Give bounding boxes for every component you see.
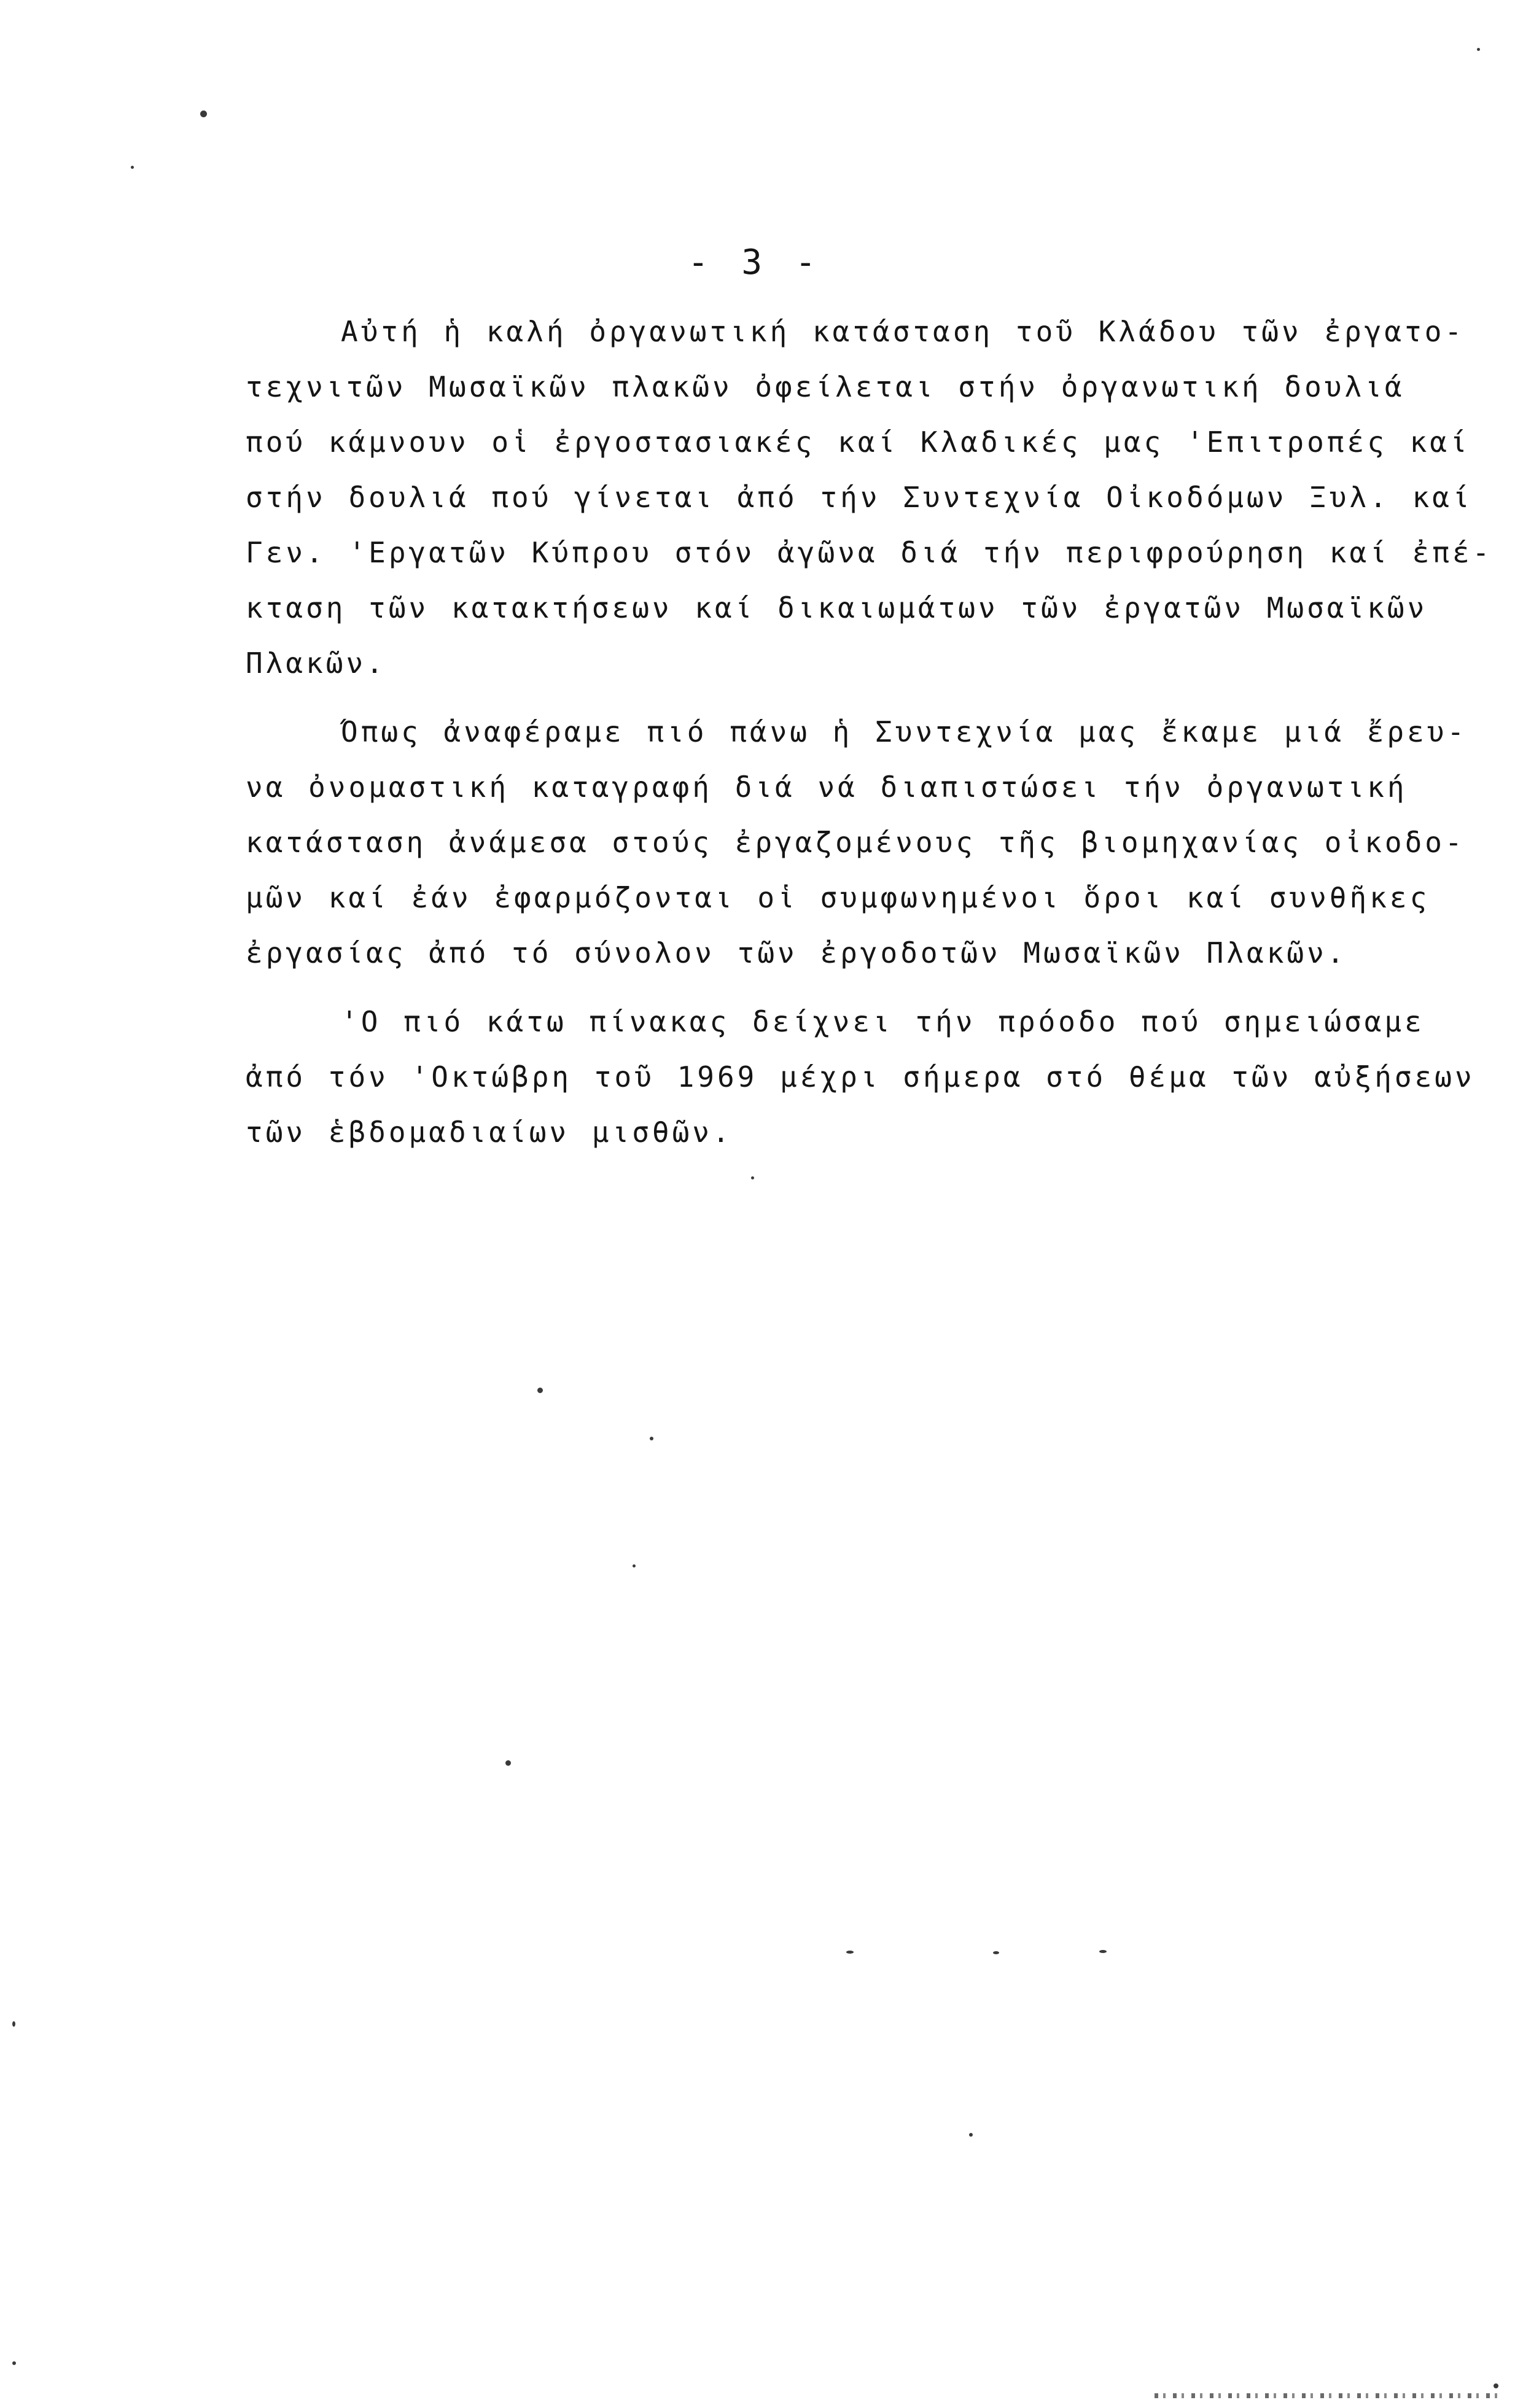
text-line: τῶν ἑβδομαδιαίων μισθῶν.	[246, 1116, 733, 1149]
scan-speck	[131, 166, 134, 169]
scan-edge-noise	[1155, 2393, 1498, 2398]
scan-speck	[505, 1760, 511, 1766]
text-line: κατάσταση ἀνάμεσα στούς ἐργαζομένους τῆς βιομηχανίας οἰκοδο-	[246, 826, 1465, 859]
text-line: ἀπό τόν 'Οκτώβρη τοῦ 1969 μέχρι σήμερα στό θέμα τῶν αὐξήσεων	[246, 1060, 1475, 1093]
scan-speck	[1477, 48, 1480, 51]
text-line: τεχνιτῶν Μωσαϊκῶν πλακῶν ὀφείλεται στήν ὀργανωτική δουλιά	[246, 370, 1405, 403]
text-line: να ὀνομαστική καταγραφή διά νά διαπιστώσει τήν ὀργανωτική	[246, 771, 1408, 804]
scan-speck	[633, 1564, 636, 1567]
scan-speck	[1099, 1950, 1107, 1953]
scan-speck	[1494, 2383, 1498, 2388]
text-line: στήν δουλιά πού γίνεται ἀπό τήν Συντεχνία Οἰκοδόμων Ξυλ. καί	[246, 481, 1473, 514]
text-line: Όπως ἀναφέραμε πιό πάνω ἡ Συντεχνία μας ἔκαμε μιά ἔρευ-	[341, 715, 1468, 748]
text-line: Αὐτή ἡ καλή ὀργανωτική κατάσταση τοῦ Κλάδου τῶν ἐργατο-	[341, 315, 1465, 348]
document-body	[246, 304, 1493, 1160]
scan-speck	[12, 2361, 16, 2365]
scan-speck	[537, 1388, 543, 1393]
text-line: ἐργασίας ἀπό τό σύνολον τῶν ἐργοδοτῶν Μωσαϊκῶν Πλακῶν.	[246, 936, 1347, 969]
scan-speck	[200, 111, 207, 117]
scan-speck	[846, 1951, 854, 1954]
text-line: πού κάμνουν οἱ ἐργοστασιακές καί Κλαδικές μας 'Επιτροπές καί	[246, 425, 1470, 459]
scan-speck	[12, 2021, 15, 2027]
text-line: Πλακῶν.	[246, 647, 386, 680]
paragraph-1	[246, 304, 1493, 691]
text-line: κταση τῶν κατακτήσεων καί δικαιωμάτων τῶν ἐργατῶν Μωσαϊκῶν	[246, 591, 1428, 624]
paragraph-2	[246, 704, 1468, 981]
scan-speck	[969, 2133, 973, 2137]
text-line: 'Ο πιό κάτω πίνακας δείχνει τήν πρόοδο πού σημειώσαμε	[341, 1005, 1425, 1038]
paragraph-3	[246, 994, 1475, 1160]
scan-speck	[751, 1176, 754, 1179]
scan-speck	[650, 1437, 653, 1440]
text-line: Γεν. 'Εργατῶν Κύπρου στόν ἀγῶνα διά τήν περιφρούρηση καί ἐπέ-	[246, 536, 1493, 569]
text-line: μῶν καί ἐάν ἐφαρμόζονται οἱ συμφωνημένοι ὅροι καί συνθῆκες	[246, 881, 1430, 914]
scan-speck	[993, 1951, 999, 1954]
page-number: - 3 -	[688, 243, 822, 282]
